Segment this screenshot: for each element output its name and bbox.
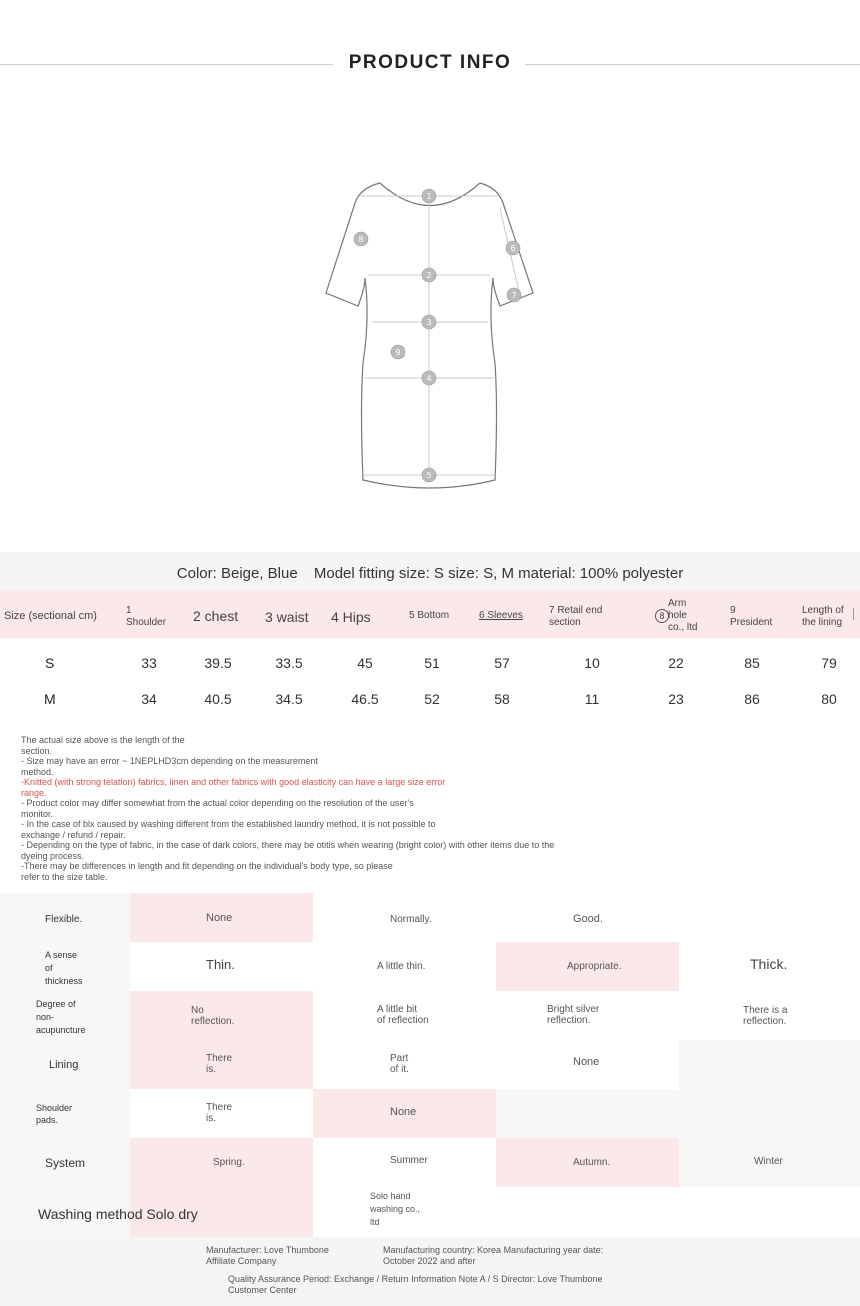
footer-quality: Quality Assurance Period: Exchange / Return Information Note A / S Director: Love Thumbone Customer Center xyxy=(228,1274,603,1295)
row-size-m: M xyxy=(44,691,56,707)
header-hips: 4 Hips xyxy=(331,609,371,625)
model-info: Model fitting size: S size: S, M material: 100% polyester xyxy=(313,565,684,582)
property-label-season: System xyxy=(45,1156,86,1170)
lining-yes: There is. xyxy=(206,1053,233,1075)
shoulder-pads-none: None xyxy=(390,1106,417,1118)
marker-label-5: 5 xyxy=(426,471,432,480)
cell-s-sleeves: 57 xyxy=(494,655,510,671)
note-4: - Product color may differ somewhat from the actual color depending on the resolution of the user's monitor. xyxy=(21,798,414,819)
property-row-washing xyxy=(0,1187,860,1237)
reflection-yes: There is a reflection. xyxy=(743,1005,788,1027)
lining-none: None xyxy=(573,1056,600,1068)
property-row-flexible xyxy=(0,893,860,942)
cell-m-lining-length: 80 xyxy=(821,691,837,707)
marker-label-3: 3 xyxy=(426,318,432,327)
property-label-washing: Washing method Solo dry xyxy=(38,1206,198,1222)
cell-s-retail-end: 10 xyxy=(584,655,600,671)
cell-s-lining-length: 79 xyxy=(821,655,837,671)
row-size-s: S xyxy=(45,655,55,671)
header-retail-end: 7 Retail end section xyxy=(549,605,603,628)
shoulder-pads-yes: There is. xyxy=(206,1102,233,1124)
table-row-s xyxy=(0,645,860,681)
table-row-m xyxy=(0,681,860,717)
marker-label-2: 2 xyxy=(426,271,432,280)
cell-s-president: 85 xyxy=(744,655,760,671)
cell-m-bottom: 52 xyxy=(424,691,440,707)
note-3: -Knitted (with strong telation) fabrics, linen and other fabrics with good elasticity can have a large size error range. xyxy=(21,777,446,798)
property-row-thickness xyxy=(0,942,860,991)
note-5: - In the case of blx caused by washing different from the established laundry method, it is not possible to exchange / refund / repair. xyxy=(21,819,436,840)
footer-manufacturer: Manufacturer: Love Thumbone Affiliate Company xyxy=(206,1245,329,1266)
cell-m-president: 86 xyxy=(744,691,760,707)
thickness-little-thin: A little thin. xyxy=(377,961,426,972)
header-armhole-number: 8 xyxy=(655,609,669,623)
lining-partial: Part of it. xyxy=(390,1053,409,1075)
property-label-reflection: Degree of non- acupuncture xyxy=(36,999,86,1035)
header-lining-length: Length of the lining xyxy=(802,605,844,628)
note-7: -There may be differences in length and fit depending on the individual's body type, so please refer to the size table. xyxy=(21,861,393,882)
cell-s-bottom: 51 xyxy=(424,655,440,671)
color-info: Color: Beige, Blue xyxy=(176,565,298,582)
cell-m-hips: 46.5 xyxy=(351,691,379,707)
reflection-none: No reflection. xyxy=(191,1005,235,1027)
header-sleeves: 6 Sleeves xyxy=(479,610,523,621)
note-1: The actual size above is the length of the section. xyxy=(21,735,185,756)
property-label-lining: Lining xyxy=(49,1059,79,1071)
size-notes xyxy=(21,735,601,882)
cell-m-waist: 34.5 xyxy=(275,691,303,707)
header-armhole: Arm hole co., ltd xyxy=(668,598,698,633)
cell-m-armhole: 23 xyxy=(668,691,684,707)
cell-m-retail-end: 11 xyxy=(584,691,600,707)
washing-hand: Solo hand washing co., ltd xyxy=(370,1191,421,1227)
header-chest: 2 chest xyxy=(193,608,239,624)
page-title: PRODUCT INFO xyxy=(348,52,512,73)
product-info-band xyxy=(0,552,860,590)
footer-country: Manufacturing country: Korea Manufacturing year date: October 2022 and after xyxy=(383,1245,604,1266)
cell-s-hips: 45 xyxy=(357,655,373,671)
header-size: Size (sectional cm) xyxy=(4,610,97,622)
property-row-reflection xyxy=(0,991,860,1040)
header-president: 9 President xyxy=(730,605,773,628)
note-6: - Depending on the type of fabric, in the case of dark colors, there may be otitis when wearing (bright color) with other items due to the dyeing process. xyxy=(21,840,555,861)
thickness-thin: Thin. xyxy=(206,957,235,972)
cell-s-chest: 39.5 xyxy=(204,655,232,671)
property-label-thickness: A sense of thickness xyxy=(45,950,83,986)
fabric-properties-grid xyxy=(0,893,860,1237)
marker-label-9: 9 xyxy=(395,348,401,357)
property-label-shoulder-pads: Shoulder pads. xyxy=(36,1103,73,1125)
reflection-bright: Bright silver reflection. xyxy=(547,1004,600,1026)
property-row-season xyxy=(0,1138,860,1187)
marker-label-7: 7 xyxy=(511,291,517,300)
size-table-header xyxy=(0,590,860,638)
manufacturer-footer xyxy=(0,1237,860,1306)
marker-label-6: 6 xyxy=(510,244,516,253)
property-row-shoulder-pads xyxy=(0,1089,860,1138)
thickness-thick: Thick. xyxy=(750,956,788,972)
cell-s-armhole: 22 xyxy=(668,655,684,671)
property-row-lining xyxy=(0,1040,860,1089)
marker-label-8: 8 xyxy=(358,235,364,244)
cell-m-shoulder: 34 xyxy=(141,691,157,707)
thickness-appropriate: Appropriate. xyxy=(567,961,622,972)
marker-label-4: 4 xyxy=(426,374,432,383)
note-2: - Size may have an error ~ 1NEPLHD3cm depending on the measurement method. xyxy=(21,756,318,777)
header-bottom: 5 Bottom xyxy=(409,610,450,621)
flexible-none: None xyxy=(206,912,233,924)
flexible-good: Good. xyxy=(573,913,603,925)
header-edge-mark xyxy=(853,608,854,620)
header-waist: 3 waist xyxy=(265,609,309,625)
marker-label-1: 1 xyxy=(426,192,432,201)
header-shoulder: 1 Shoulder xyxy=(126,605,167,628)
season-summer: Summer xyxy=(390,1155,428,1166)
flexible-normally: Normally. xyxy=(390,914,432,925)
cell-m-sleeves: 58 xyxy=(494,691,510,707)
dress-measurement-diagram xyxy=(320,178,540,496)
cell-s-waist: 33.5 xyxy=(275,655,303,671)
season-spring: Spring. xyxy=(213,1157,245,1168)
reflection-little: A little bit of reflection xyxy=(377,1004,429,1026)
cell-s-shoulder: 33 xyxy=(141,655,157,671)
season-autumn: Autumn. xyxy=(573,1157,611,1168)
season-winter: Winter xyxy=(754,1156,783,1167)
cell-m-chest: 40.5 xyxy=(204,691,232,707)
property-label-flexible: Flexible. xyxy=(45,914,83,925)
